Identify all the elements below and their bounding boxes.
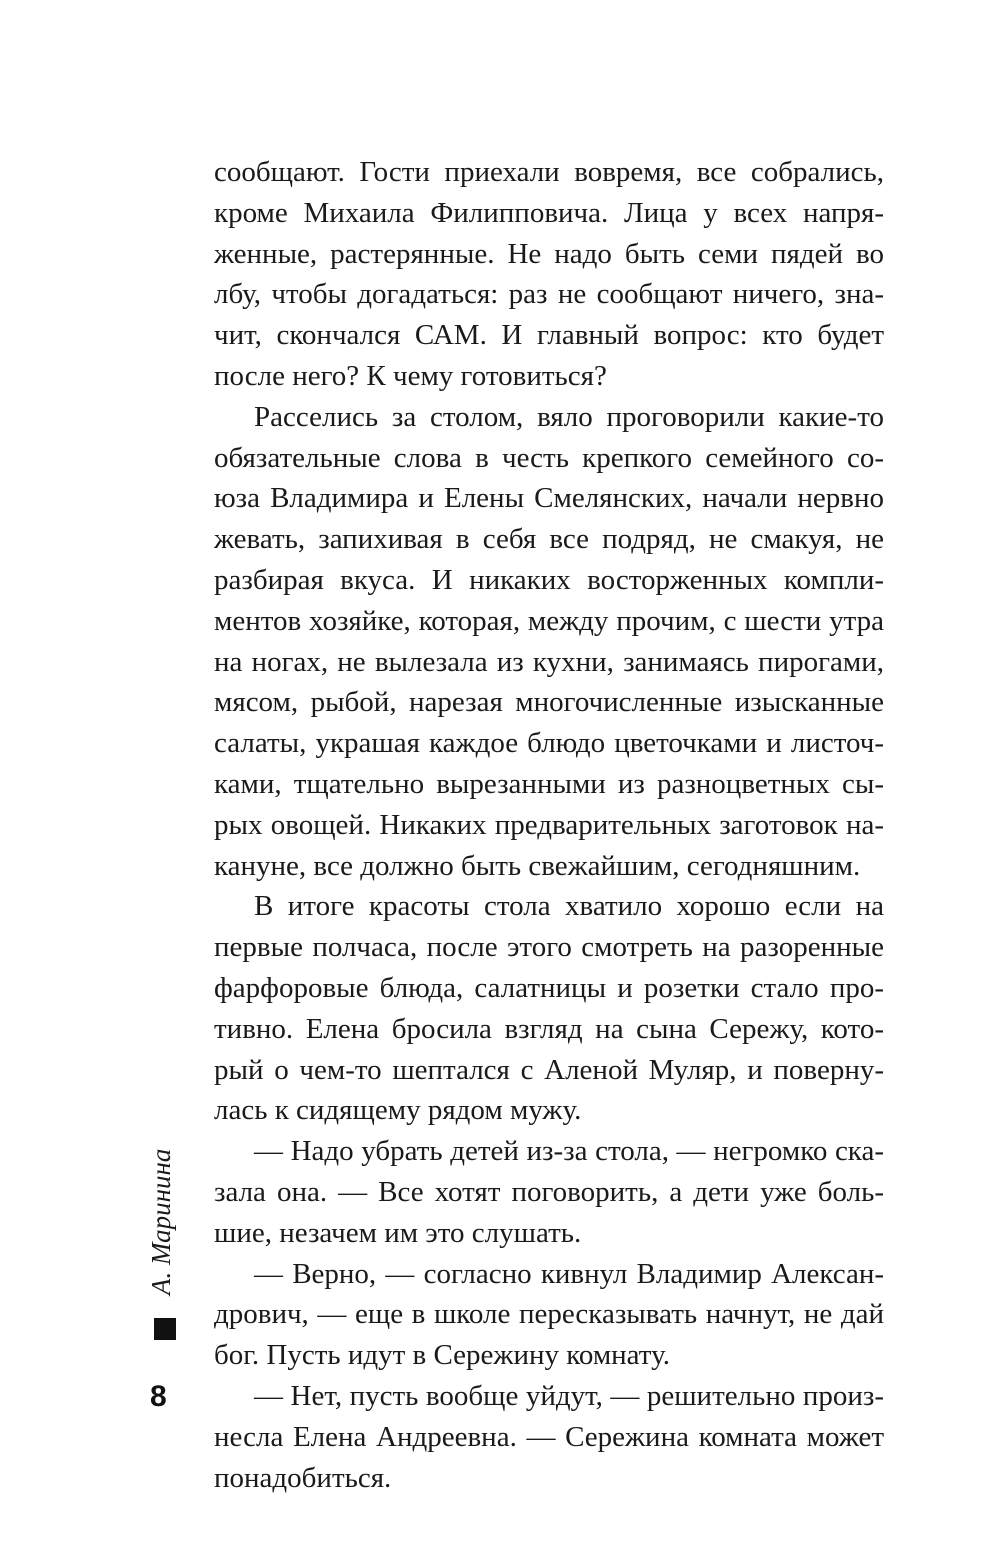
text-line: после него? К чему готовиться? xyxy=(214,359,607,392)
text-line: мясом, рыбой, нарезая многочисленные изысканные xyxy=(214,686,884,719)
text-line: шие, незачем им это слушать. xyxy=(214,1216,582,1249)
text-line: кроме Михаила Филипповича. Лица у всех напря- xyxy=(214,196,884,229)
text-line: разбирая вкуса. И никаких восторженных компли- xyxy=(214,563,884,596)
body-text xyxy=(214,152,884,1498)
text-line: тивно. Елена бросила взгляд на сына Сережу, кото- xyxy=(214,1012,884,1045)
text-line: зала она. — Все хотят поговорить, а дети уже боль- xyxy=(214,1175,884,1208)
text-line: женные, растерянные. Не надо быть семи пядей во xyxy=(214,237,884,270)
text-line: Расселись за столом, вяло проговорили какие-то xyxy=(254,400,884,433)
text-line: — Нет, пусть вообще уйдут, — решительно произ- xyxy=(254,1379,884,1412)
text-line: — Верно, — согласно кивнул Владимир Алексан- xyxy=(254,1257,884,1290)
text-line: сообщают. Гости приехали вовремя, все собрались, xyxy=(214,156,884,188)
text-line: дрович, — еще в школе пересказывать начнут, не дай xyxy=(214,1298,884,1331)
running-head-author: А. Маринина xyxy=(146,1148,176,1295)
text-line: ками, тщательно вырезанными из разноцветных сы- xyxy=(214,767,884,800)
text-line: юза Владимира и Елены Смелянских, начали нервно xyxy=(214,482,884,515)
text-line: обязательные слова в честь крепкого семейного со- xyxy=(214,441,884,474)
text-line: рых овощей. Никаких предварительных заготовок на- xyxy=(214,808,884,841)
text-line: салаты, украшая каждое блюдо цветочками и листоч- xyxy=(214,727,884,760)
text-line: на ногах, не вылезала из кухни, занимаясь пирогами, xyxy=(214,645,884,678)
page-number: 8 xyxy=(150,1380,167,1413)
text-line: чит, скончался САМ. И главный вопрос: кто будет xyxy=(214,319,884,352)
text-line: В итоге красоты стола хватило хорошо если на xyxy=(254,890,884,923)
text-line: понадобиться. xyxy=(214,1461,392,1494)
text-line: первые полчаса, после этого смотреть на разоренные xyxy=(214,931,884,964)
text-line: ментов хозяйке, которая, между прочим, с шести утра xyxy=(214,604,884,637)
text-line: кануне, все должно быть свежайшим, сегодняшним. xyxy=(214,849,861,882)
text-line: лбу, чтобы догадаться: раз не сообщают ничего, зна- xyxy=(214,278,884,311)
text-line: рый о чем-то шептался с Аленой Муляр, и поверну- xyxy=(214,1053,884,1086)
text-line: лась к сидящему рядом мужу. xyxy=(214,1094,582,1127)
text-line: несла Елена Андреевна. — Сережина комната может xyxy=(214,1420,884,1453)
running-head-marker xyxy=(154,1318,176,1340)
text-line: — Надо убрать детей из-за стола, — негромко ска- xyxy=(254,1135,884,1168)
text-line: фарфоровые блюда, салатницы и розетки стало про- xyxy=(214,971,884,1004)
text-line: бог. Пусть идут в Сережину комнату. xyxy=(214,1339,670,1372)
text-line: жевать, запихивая в себя все подряд, не смакуя, не xyxy=(214,523,884,556)
